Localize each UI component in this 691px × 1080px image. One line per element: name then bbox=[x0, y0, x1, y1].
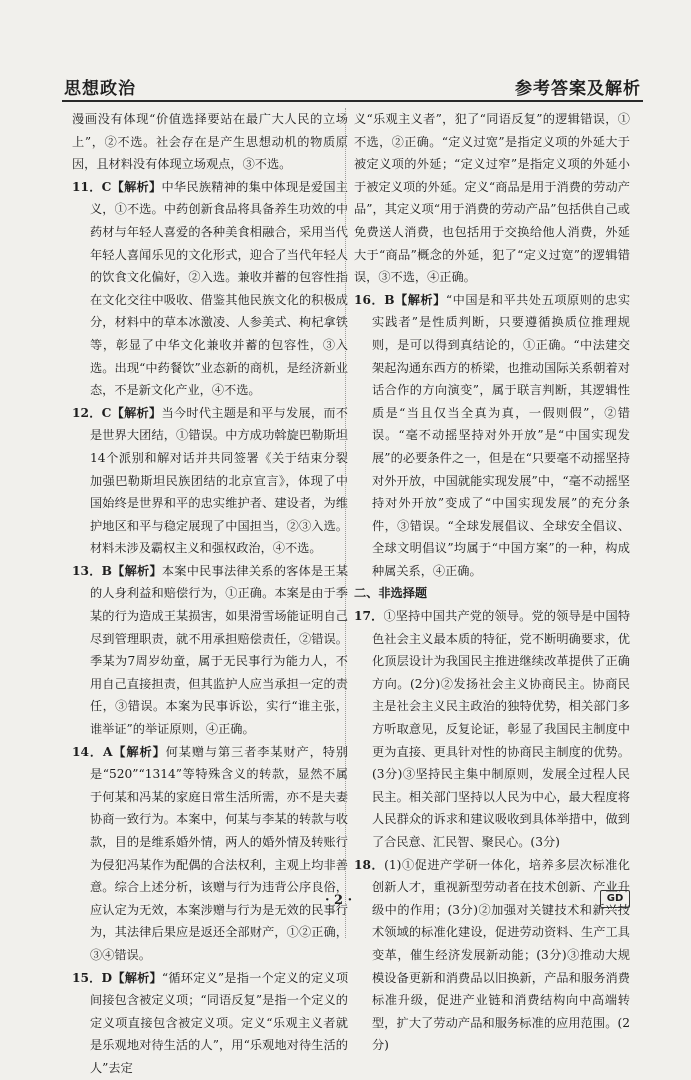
analysis-tag: 【解析】 bbox=[112, 744, 166, 759]
question-number: 12．C bbox=[72, 405, 112, 420]
question-text: 当今时代主题是和平与发展，而不是世界大团结，①错误。中方成功斡旋巴勒斯坦14个派别和解对话并共同签署《关于结束分裂加强巴勒斯坦民族团结的北京宣言》，体现了中国始终是世界和平的忠实维护者、建设者，为维护地区和平与稳定展现了中国担当，②③入选。材料未涉及霸权主义和强权政治，④不选。 bbox=[90, 405, 348, 556]
question-text: “循环定义”是指一个定义的定义项间接包含被定义项；“同语反复”是指一个定义的定义项直接包含被定义项。定义“乐观主义者就是乐观地对待生活的人”，用“乐观地对待生活的人”去定 bbox=[90, 970, 349, 1075]
question-17 bbox=[354, 605, 630, 854]
section-heading: 二、非选择题 bbox=[354, 586, 428, 601]
question-number: 11．C bbox=[72, 179, 112, 194]
analysis-tag: 【解析】 bbox=[111, 405, 162, 420]
question-16 bbox=[354, 289, 630, 583]
analysis-tag: 【解析】 bbox=[111, 563, 162, 578]
question-15-continued: 义“乐观主义者”，犯了“同语反复”的逻辑错误，①不选，②正确。“定义过宽”是指定义项的外延大于被定义项的外延；“定义过窄”是指定义项的外延小于被定义项的外延。定义“商品是用于消费的劳动产品”，其定义项“用于消费的劳动产品”包括供自己或免费送人消费，也包括用于交换给他人消费，外延大于“商品”概念的外延，犯了“定义过宽”的逻辑错误，③不选，④正确。 bbox=[354, 112, 630, 285]
left-column bbox=[72, 108, 348, 1080]
question-number: 15．D bbox=[72, 970, 113, 985]
question-number: 16．B bbox=[354, 292, 395, 307]
subject-title: 思想政治 bbox=[64, 79, 136, 99]
question-11 bbox=[72, 176, 348, 402]
question-number: 18． bbox=[354, 857, 385, 872]
question-number: 14．A bbox=[72, 744, 113, 759]
question-text: 何某赠与第三者李某财产，特别是“520”“1314”等特殊含义的转款，显然不属于何某和冯某的家庭日常生活所需，亦不是夫妻协商一致行为。本案中，何某与李某的转款与收款，目的是维系婚外情，两人的婚外情及转账行为侵犯冯某作为配偶的合法权利，主观上均非善意。综合上述分析，该赠与行为违背公序良俗，应认定为无效，本案涉赠与行为是无效的民事行为，其法律后果应是返还全部财产，①②正确，③④错误。 bbox=[90, 744, 349, 962]
continued-paragraph: 漫画没有体现“价值选择要站在最广大人民的立场上”，②不选。社会存在是产生思想动机的物质原因，且材料没有体现立场观点，③不选。 bbox=[72, 112, 348, 172]
question-text: ①坚持中国共产党的领导。党的领导是中国特色社会主义最本质的特征，党不断明确要求，优化顶层设计为我国民主推进继续改革提供了正确方向。(2分)②发扬社会主义协商民主。协商民主是社会主义民主政治的独特优势，相关部门多方听取意见，反复论证，彰显了我国民主制度中更为直接、更具针对性的协商民主制度的优势。(3分)③坚持民主集中制原则，发展全过程人民民主。相关部门坚持以人民为中心，最大程度将人民群众的诉求和建议吸收到具体举措中，做到了合民意、汇民智、聚民心。(3分) bbox=[372, 609, 631, 849]
answer-key-title: 参考答案及解析 bbox=[515, 79, 641, 99]
question-text: (1)①促进产学研一体化，培养多层次标准化创新人才，重视新型劳动者在技术创新、产业升级中的作用；(3分)②加强对关键技术和新兴技术领域的标准化建设，促进劳动资料、生产工具变革，催生经济发展新动能；(3分)③推动大规模设备更新和消费品以旧换新，产品和服务消费标准升级，促进产业链和消费结构向中高端转型，扩大了劳动产品和服务标准的应用范围。(2分) bbox=[372, 857, 630, 1053]
question-15 bbox=[72, 967, 348, 1080]
question-14 bbox=[72, 741, 348, 967]
question-text: “中国是和平共处五项原则的忠实实践者”是性质判断，只要遵循换质位推理规则，是可以得到真结论的，①正确。“中法建交架起沟通东西方的桥梁，也推动国际关系朝着对话合作的方向演变”，属于联言判断，其逻辑性质是“当且仅当全真为真，一假则假”，②错误。“毫不动摇坚持对外开放”是“中国实现发展”的必要条件之一，但是在“只要毫不动摇坚持对外开放，中国就能实现发展”中，“毫不动摇坚持对外开放”变成了“中国实现发展”的充分条件，③错误。“全球发展倡议、全球安全倡议、全球文明倡议”均属于“中国方案”的一种，构成种属关系，④正确。 bbox=[372, 292, 631, 578]
question-12 bbox=[72, 402, 348, 560]
analysis-tag: 【解析】 bbox=[394, 292, 446, 307]
question-text: 本案中民事法律关系的客体是王某的人身利益和赔偿行为，①正确。本案是由于季某的行为造成王某损害，如果滑雪场能证明自己尽到管理职责，就不用承担赔偿责任，②错误。季某为7周岁幼童，属于无民事行为能力人，不用自己直接担责，但其监护人应当承担一定的责任，③错误。本案为民事诉讼，实行“谁主张，谁举证”的举证原则，④正确。 bbox=[90, 563, 349, 737]
question-18 bbox=[354, 854, 630, 1057]
analysis-tag: 【解析】 bbox=[111, 179, 162, 194]
analysis-tag: 【解析】 bbox=[112, 970, 162, 985]
question-text: 中华民族精神的集中体现是爱国主义，①不选。中药创新食品将具备养生功效的中药材与年轻人喜爱的各种美食相融合，采用当代年轻人喜闻乐见的文化形式，迎合了当代年轻人的饮食文化偏好，②入选。兼收并蓄的包容性指在文化交往中吸收、借鉴其他民族文化的积极成分，材料中的草本冰激凌、人参美式、枸杞拿铁等，彰显了中华文化兼收并蓄的包容性，③入选。出现“中药餐饮”业态新的商机，是经济新业态，不是新文化产业，④不选。 bbox=[90, 179, 348, 398]
question-number: 17． bbox=[354, 609, 384, 624]
question-number: 13．B bbox=[72, 563, 112, 578]
question-13 bbox=[72, 560, 348, 741]
edition-badge: GD bbox=[600, 890, 630, 908]
page-number: · 2 · bbox=[325, 893, 353, 908]
page-header bbox=[62, 70, 643, 102]
right-column bbox=[354, 108, 630, 1057]
column-divider bbox=[345, 108, 346, 938]
